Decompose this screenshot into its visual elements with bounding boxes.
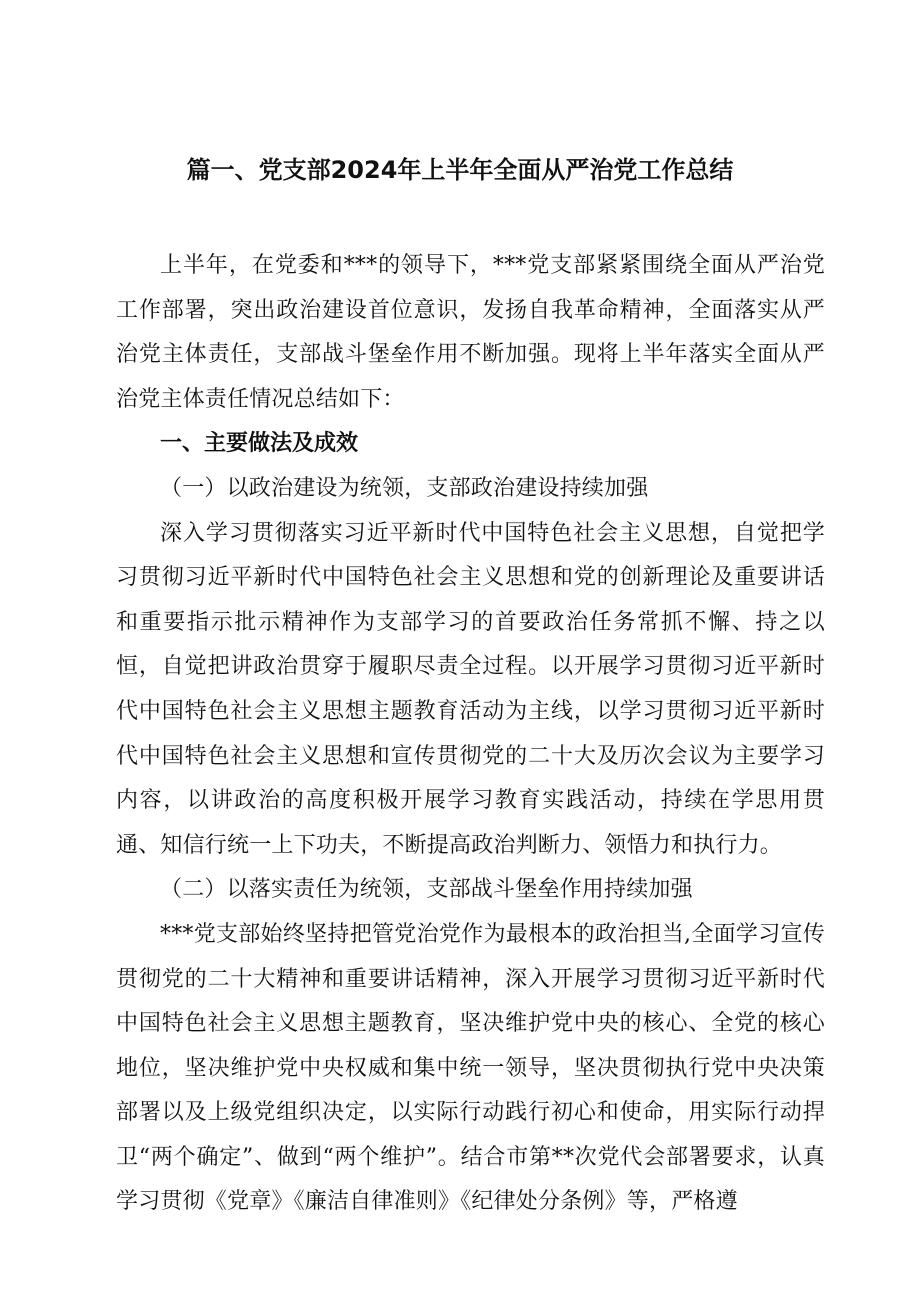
subsection-paragraph-political-construction: 深入学习贯彻落实习近平新时代中国特色社会主义思想，自觉把学习贯彻习近平新时代中国特色社会主义思想和党的创新理论及重要讲话和重要指示批示精神作为支部学习的首要政治任务常抓不懈、持之以恒，自觉把讲政治贯穿于履职尽责全过程。以开展学习贯彻习近平新时代中国特色社会主义思想主题教育活动为主线，以学习贯彻习近平新时代中国特色社会主义思想和宣传贯彻党的二十大及历次会议为主要学习内容，以讲政治的高度积极开展学习教育实践活动，持续在学思用贯通、知信行统一上下功夫，不断提高政治判断力、领悟力和执行力。 xyxy=(116,520,825,858)
intro-paragraph: 上半年，在党委和***的领导下，***党支部紧紧围绕全面从严治党工作部署，突出政治建设首位意识，发扬自我革命精神，全面落实从严治党主体责任，支部战斗堡垒作用不断加强。现将上半年落实全面从严治党主体责任情况总结如下： xyxy=(116,253,825,412)
subsection-heading-responsibility: （二）以落实责任为统领，支部战斗堡垒作用持续加强 xyxy=(160,877,693,903)
subsection-heading-political-construction: （一）以政治建设为统领，支部政治建设持续加强 xyxy=(160,475,649,501)
section-heading-main-practices: 一、主要做法及成效 xyxy=(160,431,359,457)
document-title: 篇一、党支部2024年上半年全面从严治党工作总结 xyxy=(186,156,734,184)
document-body xyxy=(116,244,825,1225)
subsection-paragraph-responsibility: ***党支部始终坚持把管党治党作为最根本的政治担当,全面学习宣传贯彻党的二十大精神和重要讲话精神，深入开展学习贯彻习近平新时代中国特色社会主义思想主题教育，坚决维护党中央的核心、全党的核心地位，坚决维护党中央权威和集中统一领导，坚决贯彻执行党中央决策部署以及上级党组织决定，以实际行动践行初心和使命，用实际行动捍卫“两个确定”、做到“两个维护”。结合市第**次党代会部署要求，认真学习贯彻《党章》《廉洁自律准则》《纪律处分条例》等，严格遵 xyxy=(116,921,825,1215)
